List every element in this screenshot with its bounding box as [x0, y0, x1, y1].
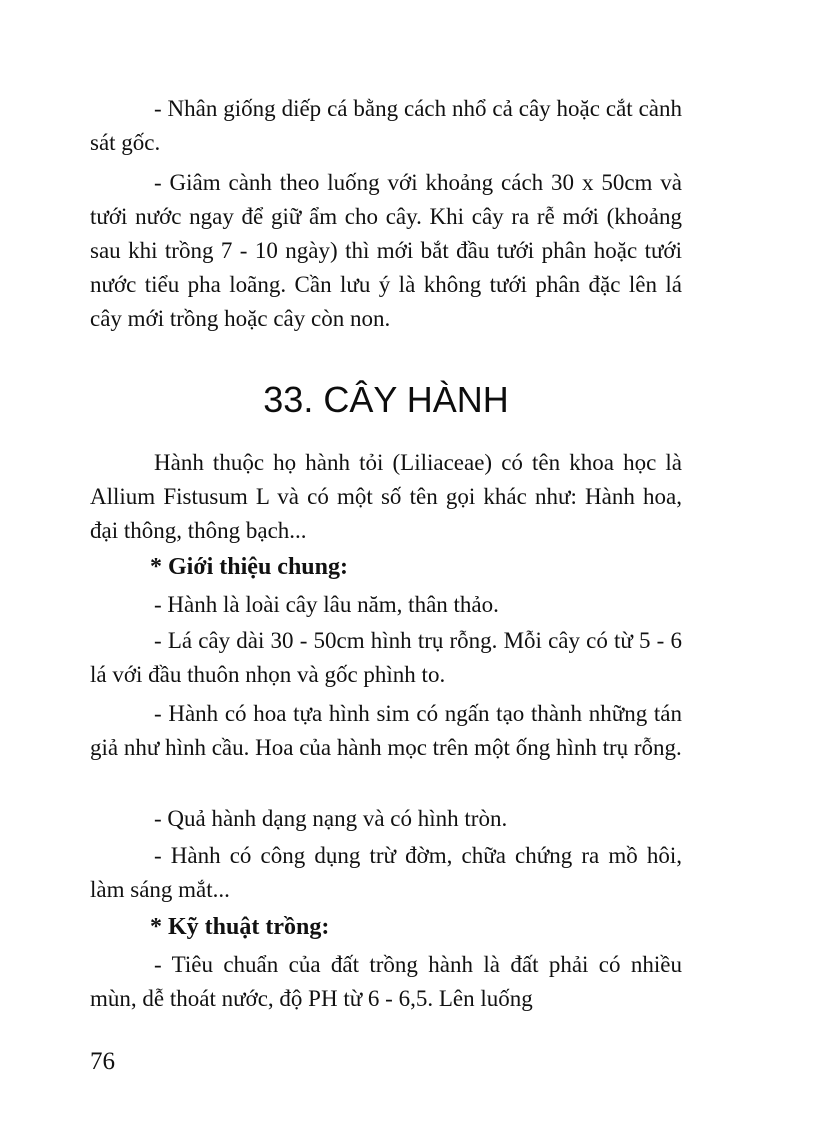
technique-item: - Tiêu chuẩn của đất trồng hành là đất phải có nhiều mùn, dễ thoát nước, độ PH từ 6 - 6,5. Lên luống: [90, 952, 682, 1011]
general-item: - Hành có công dụng trừ đờm, chữa chứng ra mồ hôi, làm sáng mắt...: [90, 843, 682, 902]
section-title: 33. CÂY HÀNH: [263, 379, 509, 420]
paragraph-intro: Hành thuộc họ hành tỏi (Liliaceae) có tên khoa học là Allium Fistusum L và có một số tên gọi khác như: Hành hoa, đại thông, thông bạch...: [90, 450, 682, 543]
paragraph-cutting: - Giâm cành theo luống với khoảng cách 30 x 50cm và tưới nước ngay để giữ ẩm cho cây. Khi cây ra rễ mới (khoảng sau khi trồng 7 - 10 ngày) thì mới bắt đầu tưới phân hoặc tưới nước tiểu pha loãng. Cần lưu ý là không tưới phân đặc lên lá cây mới trồng hoặc cây còn non.: [90, 170, 682, 331]
general-item: - Lá cây dài 30 - 50cm hình trụ rỗng. Mỗi cây có từ 5 - 6 lá với đầu thuôn nhọn và gốc phình to.: [90, 628, 682, 687]
general-item: - Hành có hoa tựa hình sim có ngấn tạo thành những tán giả như hình cầu. Hoa của hành mọc trên một ống hình trụ rỗng.: [90, 701, 682, 760]
page-number: 76: [90, 1048, 115, 1075]
heading-planting-technique: * Kỹ thuật trồng:: [150, 914, 330, 940]
general-item: - Hành là loài cây lâu năm, thân thảo.: [154, 592, 499, 617]
general-item: - Quả hành dạng nạng và có hình tròn.: [154, 806, 508, 831]
paragraph-propagation: - Nhân giống diếp cá bằng cách nhổ cả cây hoặc cắt cành sát gốc.: [90, 96, 682, 155]
heading-general-introduction: * Giới thiệu chung:: [150, 554, 348, 580]
